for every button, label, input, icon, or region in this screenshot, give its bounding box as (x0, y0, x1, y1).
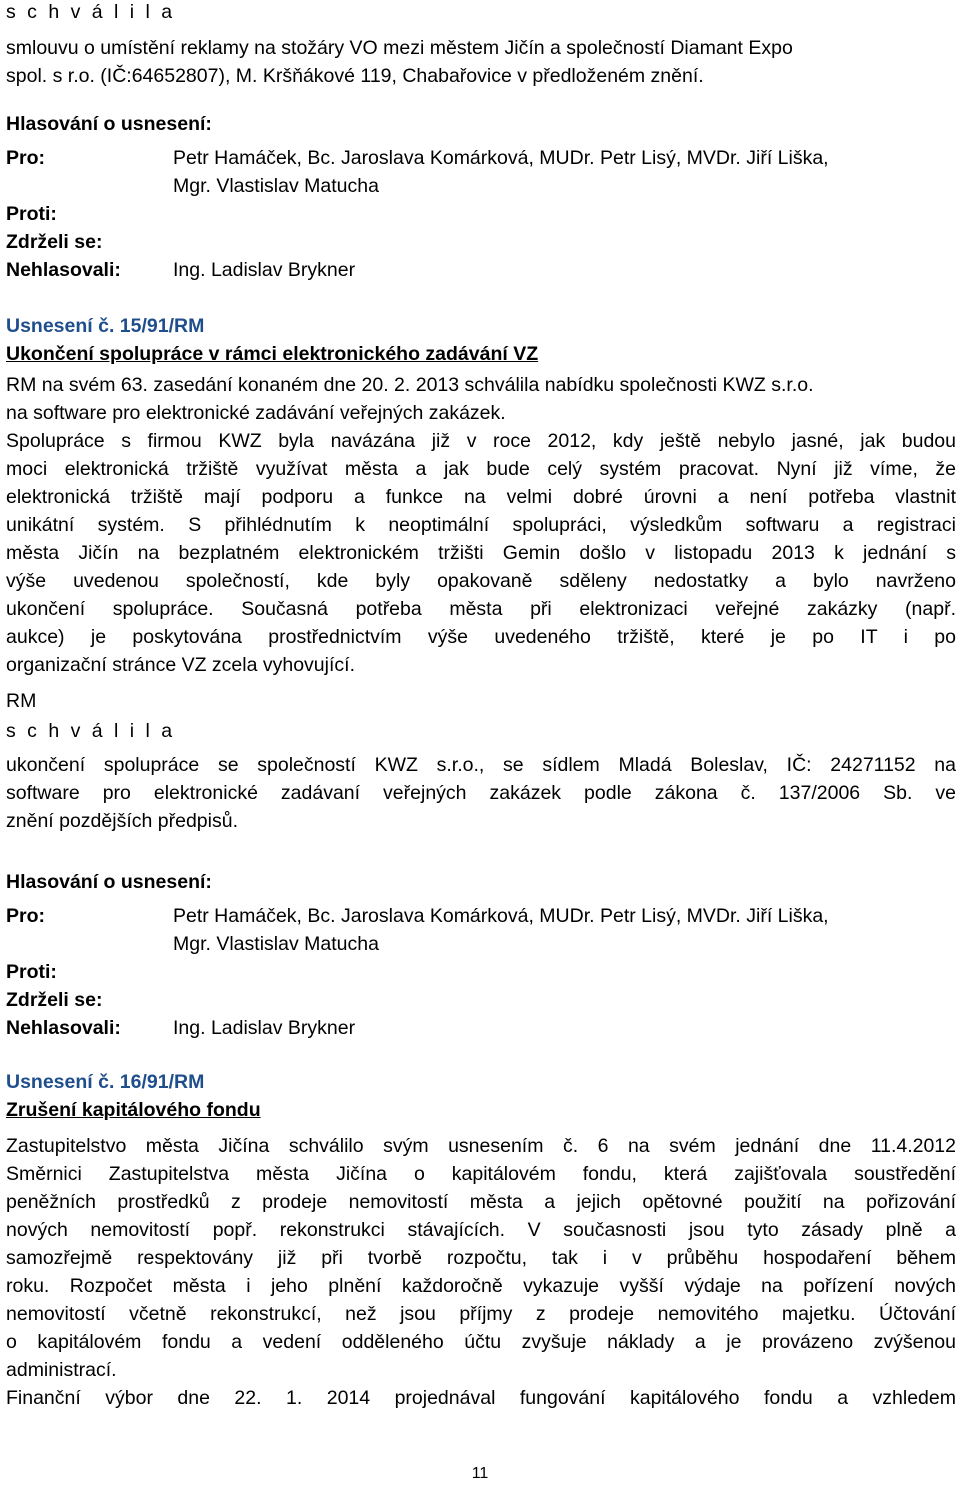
body-line: na software pro elektronické zadávání veřejných zakázek. (6, 402, 506, 424)
approve-word: s c h v á l i l a (6, 1, 176, 23)
body-line: Zastupitelstvo města Jičína schválilo svým usnesením č. 6 na svém jednání dne 11.4.2012 (6, 1135, 956, 1157)
vote-row-pro-cont (6, 172, 956, 200)
vote-value-nehlasovali: Ing. Ladislav Brykner (173, 259, 356, 281)
paragraph-line: spol. s r.o. (IČ:64652807), M. Kršňákové 119, Chabařovice v předloženém znění. (6, 65, 704, 87)
body-line: Směrnici Zastupitelstva města Jičína o kapitálovém fondu, která zajišťovala soustředění (6, 1163, 956, 1185)
vote-block-2 (6, 868, 956, 1042)
vote-label-pro: Pro: (6, 905, 45, 927)
body-line: o kapitálovém fondu a vedení odděleného účtu zvyšuje náklady a je provázeno zvýšenou (6, 1331, 956, 1353)
vote-row-zdrzeli (6, 228, 956, 256)
vote-row-pro (6, 144, 956, 172)
decision-line: znění pozdějších předpisů. (6, 810, 238, 832)
vote-block-1 (6, 110, 956, 284)
vote-value-pro: Petr Hamáček, Bc. Jaroslava Komárková, MUDr. Petr Lisý, MVDr. Jiří Liška, (173, 905, 829, 927)
resolution-body (6, 371, 956, 679)
vote-row-pro (6, 902, 956, 930)
rm-label: RM (6, 690, 37, 712)
approve-word: s c h v á l i l a (6, 720, 176, 742)
vote-label-zdrzeli: Zdrželi se: (6, 989, 103, 1011)
decision-line: ukončení spolupráce se společností KWZ s.r.o., se sídlem Mladá Boleslav, IČ: 24271152 na (6, 754, 956, 776)
body-line: peněžních prostředků z prodeje nemovitostí města a jejich opětovné použití na pořizování (6, 1191, 956, 1213)
vote-label-pro: Pro: (6, 147, 45, 169)
vote-row-proti (6, 958, 956, 986)
body-line: aukce) je poskytována prostřednictvím výše uvedeného tržiště, které je po IT i po (6, 626, 956, 648)
resolution-16 (6, 1068, 956, 1412)
vote-label-proti: Proti: (6, 961, 57, 983)
approve-heading-1 (6, 0, 175, 26)
body-line: moci elektronická tržiště využívat města a jak bude celý systém pracovat. Nyní již víme, že (6, 458, 956, 480)
page-number: 11 (471, 1465, 489, 1482)
vote-row-nehlasovali (6, 256, 956, 284)
vote-row-nehlasovali (6, 1014, 956, 1042)
body-line: ukončení spolupráce. Současná potřeba města při elektronizaci veřejné zakázky (např. (6, 598, 956, 620)
body-line: nemovitostí včetně rekonstrukcí, než jsou příjmy z prodeje nemovitého majetku. Účtování (6, 1303, 956, 1325)
body-line: elektronická tržiště mají podporu a funkce na velmi dobré úrovni a není potřeba vlastnit (6, 486, 956, 508)
body-line: unikátní systém. S přihlédnutím k neoptimální spolupráci, výsledkům softwaru a registraci (6, 514, 956, 536)
resolution-15 (6, 312, 956, 835)
decision-text (6, 751, 956, 835)
paragraph-line: smlouvu o umístění reklamy na stožáry VO mezi městem Jičín a společností Diamant Expo (6, 37, 793, 59)
vote-value-pro: Petr Hamáček, Bc. Jaroslava Komárková, MUDr. Petr Lisý, MVDr. Jiří Liška, (173, 147, 829, 169)
body-line: roku. Rozpočet města i jeho plnění každoročně vykazuje vyšší výdaje na pořízení nových (6, 1275, 956, 1297)
body-line: nových nemovitostí popř. rekonstrukci stávajících. V současnosti jsou tyto zásady plně a (6, 1219, 956, 1241)
vote-heading: Hlasování o usnesení: (6, 113, 212, 135)
vote-label-proti: Proti: (6, 203, 57, 225)
block1-paragraph (6, 34, 956, 90)
vote-label-nehlasovali: Nehlasovali: (6, 259, 121, 281)
vote-row-proti (6, 200, 956, 228)
body-line: výše uvedenou společností, kde byly opakovaně sděleny nedostatky a bylo navrženo (6, 570, 956, 592)
resolution-number: Usnesení č. 15/91/RM (6, 315, 205, 337)
body-line: města Jičín na bezplatném elektronickém tržišti Gemin došlo v listopadu 2013 k jednání s (6, 542, 956, 564)
body-line: administrací. (6, 1359, 117, 1381)
body-line: Finanční výbor dne 22. 1. 2014 projednával fungování kapitálového fondu a vzhledem (6, 1387, 956, 1409)
vote-value-nehlasovali: Ing. Ladislav Brykner (173, 1017, 356, 1039)
vote-label-zdrzeli: Zdrželi se: (6, 231, 103, 253)
vote-value-pro-cont: Mgr. Vlastislav Matucha (173, 175, 379, 197)
body-line: samozřejmě respektovány již při tvorbě rozpočtu, tak i v průběhu hospodaření během (6, 1247, 956, 1269)
vote-value-pro-cont: Mgr. Vlastislav Matucha (173, 933, 379, 955)
vote-row-pro-cont (6, 930, 956, 958)
body-line: organizační stránce VZ zcela vyhovující. (6, 654, 355, 676)
body-line: RM na svém 63. zasedání konaném dne 20. 2. 2013 schválila nabídku společnosti KWZ s.r.o. (6, 374, 814, 396)
decision-line: software pro elektronické zadávaní veřejných zakázek podle zákona č. 137/2006 Sb. ve (6, 782, 956, 804)
resolution-title: Zrušení kapitálového fondu (6, 1099, 261, 1121)
resolution-body (6, 1132, 956, 1412)
resolution-title: Ukončení spolupráce v rámci elektronického zadávání VZ (6, 343, 539, 365)
vote-heading: Hlasování o usnesení: (6, 871, 212, 893)
vote-row-zdrzeli (6, 986, 956, 1014)
vote-label-nehlasovali: Nehlasovali: (6, 1017, 121, 1039)
resolution-number: Usnesení č. 16/91/RM (6, 1071, 205, 1093)
body-line: Spolupráce s firmou KWZ byla navázána již v roce 2012, kdy ještě nebylo jasné, jak budou (6, 430, 956, 452)
